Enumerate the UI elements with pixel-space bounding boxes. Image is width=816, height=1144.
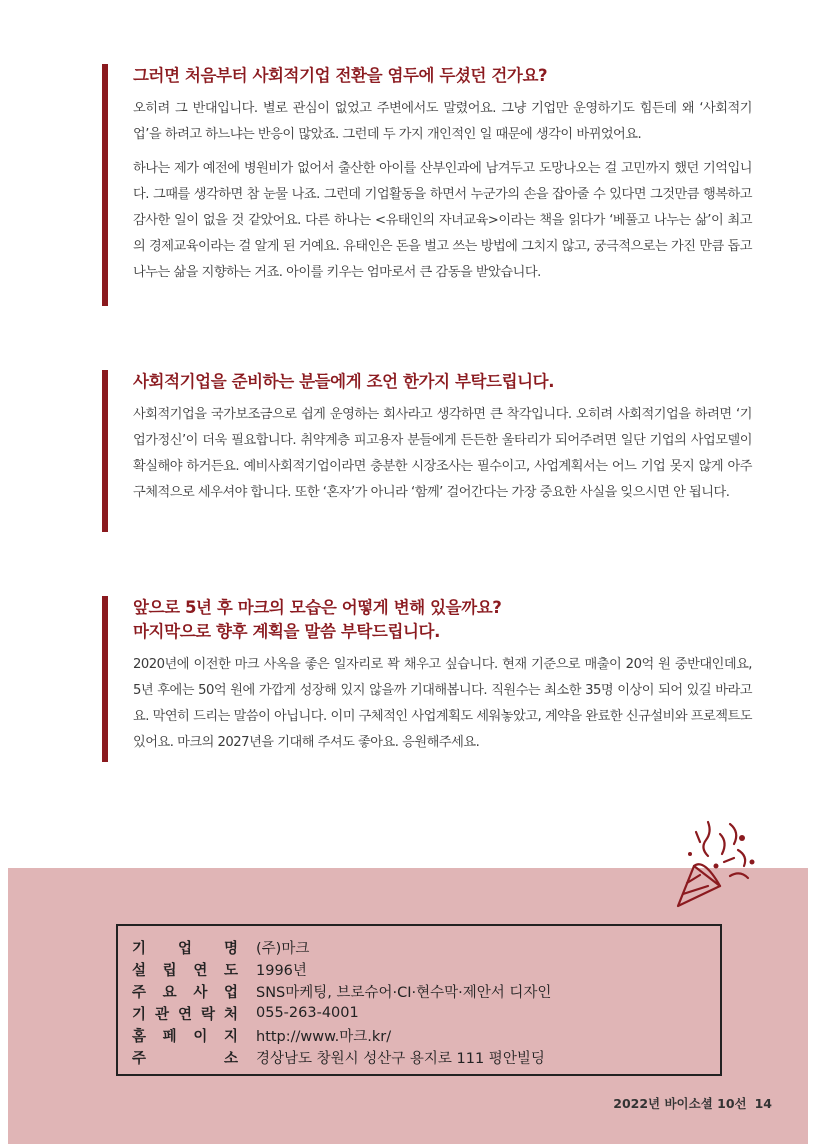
info-row-address bbox=[132, 1046, 706, 1068]
company-info-box bbox=[116, 924, 722, 1076]
info-row-homepage bbox=[132, 1024, 706, 1046]
question-heading bbox=[133, 596, 752, 644]
info-value: SNS마케팅, 브로슈어·CI·현수막·제안서 디자인 bbox=[256, 984, 552, 1001]
info-value: 055-263-4001 bbox=[256, 1005, 359, 1021]
page-number: 14 bbox=[754, 1096, 772, 1111]
info-label: 기 업 명 bbox=[132, 940, 238, 957]
info-label: 설 립 연 도 bbox=[132, 962, 238, 979]
info-row-business bbox=[132, 980, 706, 1002]
question-line: 앞으로 5년 후 마크의 모습은 어떻게 변해 있을까요? bbox=[133, 598, 502, 617]
info-row-contact bbox=[132, 1002, 706, 1024]
homepage-link[interactable]: http://www.마크.kr/ bbox=[256, 1028, 392, 1045]
answer-paragraph: 오히려 그 반대입니다. 별로 관심이 없었고 주변에서도 말렸어요. 그냥 기업만 운영하기도 힘든데 왜 ‘사회적기업’을 하려고 하느냐는 반응이 많았죠. 그런데 두 가지 개인적인 일 때문에 생각이 바뀌었어요. bbox=[133, 101, 752, 142]
answer-paragraph: 사회적기업을 국가보조금으로 쉽게 운영하는 회사라고 생각하면 큰 착각입니다. 오히려 사회적기업을 하려면 ‘기업가정신’이 더욱 필요합니다. 취약계층 피고용자 분들에게 든든한 울타리가 되어주려면 일단 기업의 사업모델이 확실해야 하거든요. 예비사회적기업이라면 충분한 시장조사는 필수이고, 사업계획서는 어느 기업 못지 않게 아주 구체적으로 세우셔야 합니다. 또한 ‘혼자’가 아니라 ‘함께’ 걸어간다는 가장 중요한 사실을 잊으시면 안 됩니다. bbox=[133, 407, 752, 500]
info-value: (주)마크 bbox=[256, 940, 310, 957]
info-row-company-name bbox=[132, 936, 706, 958]
question-heading: 그러면 처음부터 사회적기업 전환을 염두에 두셨던 건가요? bbox=[133, 66, 548, 85]
info-label: 주 소 bbox=[132, 1050, 238, 1067]
qa-section-2 bbox=[102, 370, 752, 532]
info-value: 1996년 bbox=[256, 962, 307, 979]
party-popper-icon bbox=[668, 814, 760, 914]
info-label: 주 요 사 업 bbox=[132, 984, 238, 1001]
info-label: 기 관 연 락 처 bbox=[132, 1006, 238, 1023]
answer-paragraph: 2020년에 이전한 마크 사옥을 좋은 일자리로 꽉 채우고 싶습니다. 현재 기준으로 매출이 20억 원 중반대인데요, 5년 후에는 50억 원에 가깝게 성장해 있지 않을까 기대해봅니다. 직원수는 최소한 35명 이상이 되어 있길 바라고요. 막연히 드리는 말씀이 아닙니다. 이미 구체적인 사업계획도 세워놓았고, 계약을 완료한 신규설비와 프로젝트도 있어요. 마크의 2027년을 기대해 주셔도 좋아요. 응원해주세요. bbox=[133, 657, 752, 750]
info-value: 경상남도 창원시 성산구 용지로 111 평안빌딩 bbox=[256, 1050, 545, 1067]
publication-title: 2022년 바이소셜 10선 bbox=[613, 1096, 747, 1111]
qa-section-3 bbox=[102, 596, 752, 762]
answer-paragraph: 하나는 제가 예전에 병원비가 없어서 출산한 아이를 산부인과에 남겨두고 도망나오는 걸 고민까지 했던 기억입니다. 그때를 생각하면 참 눈물 나죠. 그런데 기업활동을 하면서 누군가의 손을 잡아줄 수 있다면 그것만큼 행복하고 감사한 일이 없을 것 같았어요. 다른 하나는 <유태인의 자녀교육>이라는 책을 읽다가 ‘베풀고 나누는 삶’이 최고의 경제교육이라는 걸 알게 된 거예요. 유태인은 돈을 벌고 쓰는 방법에 그치지 않고, 궁극적으로는 가진 만큼 돕고 나누는 삶을 지향하는 거죠. 아이를 키우는 엄마로서 큰 감동을 받았습니다. bbox=[133, 161, 752, 280]
page-footer bbox=[613, 1094, 772, 1112]
qa-section-1 bbox=[102, 64, 752, 306]
question-line: 마지막으로 향후 계획을 말씀 부탁드립니다. bbox=[133, 622, 440, 641]
question-heading: 사회적기업을 준비하는 분들에게 조언 한가지 부탁드립니다. bbox=[133, 372, 555, 391]
info-label: 홈 페 이 지 bbox=[132, 1028, 238, 1045]
info-row-founded bbox=[132, 958, 706, 980]
